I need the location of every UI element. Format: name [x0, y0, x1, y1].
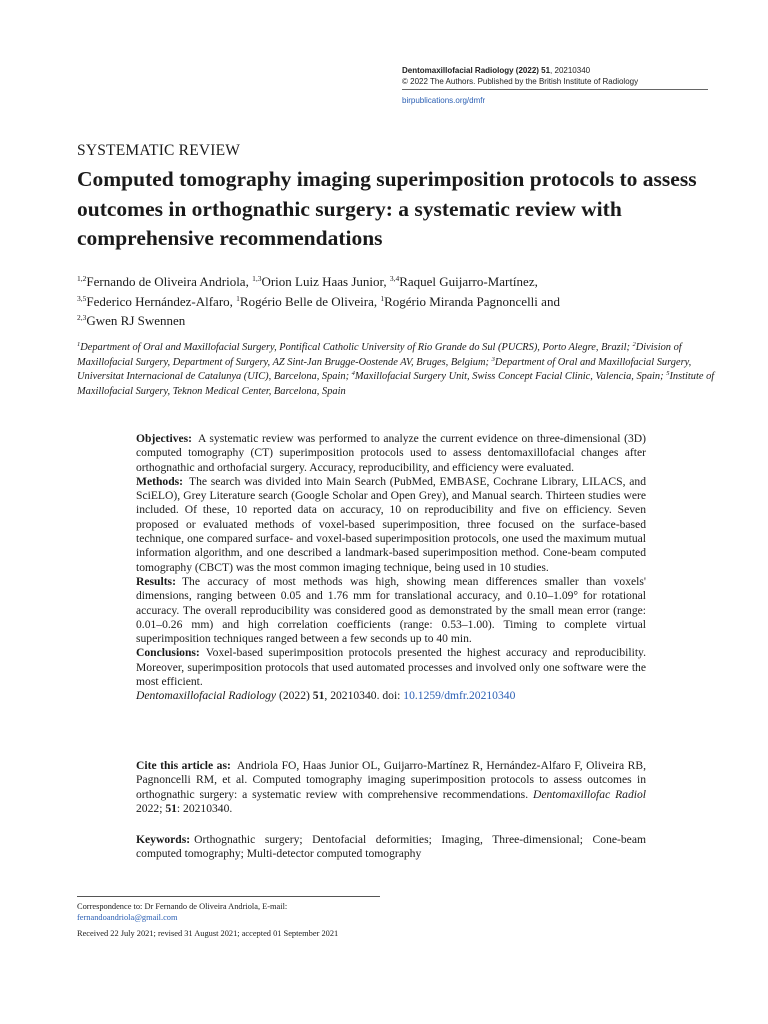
author	[77, 274, 252, 289]
cite-volume: 51	[165, 801, 177, 815]
author-name: Raquel Guijarro-Martínez	[399, 274, 535, 289]
author-name: Rogério Miranda Pagnoncelli	[384, 293, 538, 309]
objectives-text: A systematic review was performed to analyze the current evidence on three-dimensional (3D) computed tomography (CT) superimposition protocols used to assess dentomaxillofacial changes after orthognathic and orthofacial surgery. Accuracy, reproducibility, and efficiency were evaluated.	[136, 432, 646, 474]
abstract-conclusions	[136, 646, 646, 689]
author	[77, 294, 236, 309]
author-affiliation-ref: 1	[380, 293, 385, 303]
article-title: Computed tomography imaging superimposition protocols to assess outcomes in orthognathic surgery: a systematic review with comprehensive recommendations	[77, 167, 697, 250]
author-affiliation-ref: 2,3	[77, 313, 87, 322]
author-separator: ,	[229, 293, 237, 309]
author-separator: ,	[383, 274, 390, 289]
journal-header	[402, 66, 708, 87]
keywords-label: Keywords:	[136, 833, 191, 846]
cite-label: Cite this article as:	[136, 759, 231, 772]
correspondence-note	[77, 901, 383, 923]
objectives-label: Objectives:	[136, 432, 193, 445]
author-name: Orion Luiz Haas Junior	[261, 274, 384, 289]
affiliation-list	[77, 341, 715, 399]
affiliation-number: 4	[351, 370, 355, 377]
correspondence-email-link[interactable]: fernandoandriola@gmail.com	[77, 913, 178, 922]
abstract	[136, 432, 646, 704]
author	[77, 313, 185, 328]
affiliation-number: 5	[666, 370, 670, 377]
author-affiliation-ref: 1,3	[252, 274, 262, 283]
cite-year: 2022;	[136, 801, 166, 815]
journal-link[interactable]: birpublications.org/dmfr	[402, 96, 486, 105]
cite-text: Andriola FO, Haas Junior OL, Guijarro-Martínez R, Hernández-Alfaro F, Oliveira RB, Pagnoncelli RM, et al. Computed tomography imaging superimposition protocols to assess outcomes in orthognathic surgery: a systematic review with comprehensive recommendations.	[136, 759, 647, 801]
correspondence-text: Correspondence to: Dr Fernando de Oliveira Andriola, E-mail:	[77, 902, 288, 911]
affiliation-number: 1	[77, 341, 81, 348]
cite-journal-name: Dentomaxillofac Radiol	[532, 787, 646, 801]
received-dates: Received 22 July 2021; revised 31 August 2021; accepted 01 September 2021	[77, 929, 339, 938]
author-separator: ,	[373, 293, 381, 309]
results-label: Results:	[136, 574, 176, 588]
abstract-objectives	[136, 432, 646, 475]
author-name: Fernando de Oliveira Andriola	[86, 274, 246, 289]
abstract-journal-name: Dentomaxillofacial Radiology	[136, 689, 277, 703]
author-name: Gwen RJ Swennen	[86, 313, 186, 328]
journal-name: Dentomaxillofacial Radiology (2022) 51	[402, 66, 551, 75]
author-separator: and	[537, 293, 560, 309]
affiliation-text: Department of Oral and Maxillofacial Surgery, Universitat Internacional de Catalunya (UIC), Barcelona, Spain;	[77, 356, 692, 382]
author	[380, 294, 560, 309]
author-affiliation-ref: 1,2	[77, 274, 87, 283]
affiliation-number: 2	[632, 341, 636, 348]
journal-copyright: © 2022 The Authors. Published by the British Institute of Radiology	[402, 76, 639, 86]
author-separator: ,	[534, 274, 538, 289]
article-type: SYSTEMATIC REVIEW	[77, 142, 241, 159]
footnote-divider	[77, 896, 380, 897]
journal-citation	[402, 66, 708, 77]
results-text: The accuracy of most methods was high, showing mean differences smaller than voxels' dimensions, ranging between 0.05 and 1.76 mm for translational accuracy, and 0.10–1.09° for rotational accuracy. The overall reproducibility was considered good as demonstrated by the small mean error (range: 0.01–0.26 mm) and high correlation coefficients (range: 0.53–1.00). Timing to complete virtual superimposition techniques ranged between a few seconds up to 40 min.	[136, 574, 646, 646]
abstract-article-number: , 20210340. doi:	[324, 689, 404, 703]
keywords	[136, 833, 646, 862]
author-name: Rogério Belle de Oliveira	[239, 293, 374, 309]
author-affiliation-ref: 3,5	[77, 293, 87, 303]
conclusions-text: Voxel-based superimposition protocols presented the highest accuracy and reproducibility. Moreover, superimposition protocols that used automated processes and involved only one software were the most efficient.	[136, 646, 646, 689]
author	[236, 294, 380, 309]
author-affiliation-ref: 3,4	[389, 274, 400, 283]
affiliation-text: Maxillofacial Surgery Unit, Swiss Concept Facial Clinic, Valencia, Spain;	[354, 371, 667, 382]
author-separator: ,	[245, 274, 253, 289]
cite-article-number: : 20210340.	[176, 801, 233, 815]
abstract-year: (2022)	[276, 689, 313, 703]
author	[390, 274, 538, 289]
doi-link[interactable]: 10.1259/dmfr.20210340	[403, 689, 516, 703]
author-affiliation-ref: 1	[236, 293, 240, 303]
author-name: Federico Hernández-Alfaro	[86, 293, 230, 309]
journal-article-id: , 20210340	[550, 66, 591, 75]
keywords-text: Orthognathic surgery; Dentofacial deformities; Imaging, Three-dimensional; Cone-beam computed tomography; Multi-detector computed tomography	[136, 833, 646, 861]
abstract-volume: 51	[312, 689, 325, 703]
header-divider	[402, 89, 708, 90]
affiliation-number: 3	[491, 355, 495, 363]
conclusions-label: Conclusions:	[136, 646, 200, 660]
abstract-results	[136, 575, 646, 646]
methods-text: The search was divided into Main Search (PubMed, EMBASE, Cochrane Library, LILACS, and SciELO), Grey Literature search (Google Scholar and Open Grey), and Manual search. Thirteen studies were included. Of these, 10 reported data on accuracy, 10 on reproducibility and five on efficiency. Seven proposed or evaluated methods of voxel-based superimposition, three focused on the surface-based technique, one compared surface- and voxel-based superimposition protocols, one used the maximum mutual information algorithm, and one described a landmark-based superimposition method. Cone-beam computed tomography (CBCT) was the most common imaging technique, being used in 10 studies.	[136, 474, 646, 574]
affiliation-text: Division of Maxillofacial Surgery, Department of Surgery, AZ Sint-Jan Brugge-Oostende AV, Bruges, Belgium;	[77, 342, 682, 368]
affiliation-text: Department of Oral and Maxillofacial Surgery, Pontifical Catholic University of Rio Grande do Sul (PUCRS), Porto Alegre, Brazil;	[80, 342, 633, 353]
author	[252, 274, 390, 289]
abstract-citation	[136, 689, 646, 703]
abstract-methods	[136, 475, 646, 575]
author-list	[77, 272, 717, 331]
methods-label: Methods:	[136, 474, 184, 488]
cite-this-article	[136, 759, 646, 816]
affiliation-text: Institute of Maxillofacial Surgery, Teknon Medical Center, Barcelona, Spain	[77, 371, 715, 397]
